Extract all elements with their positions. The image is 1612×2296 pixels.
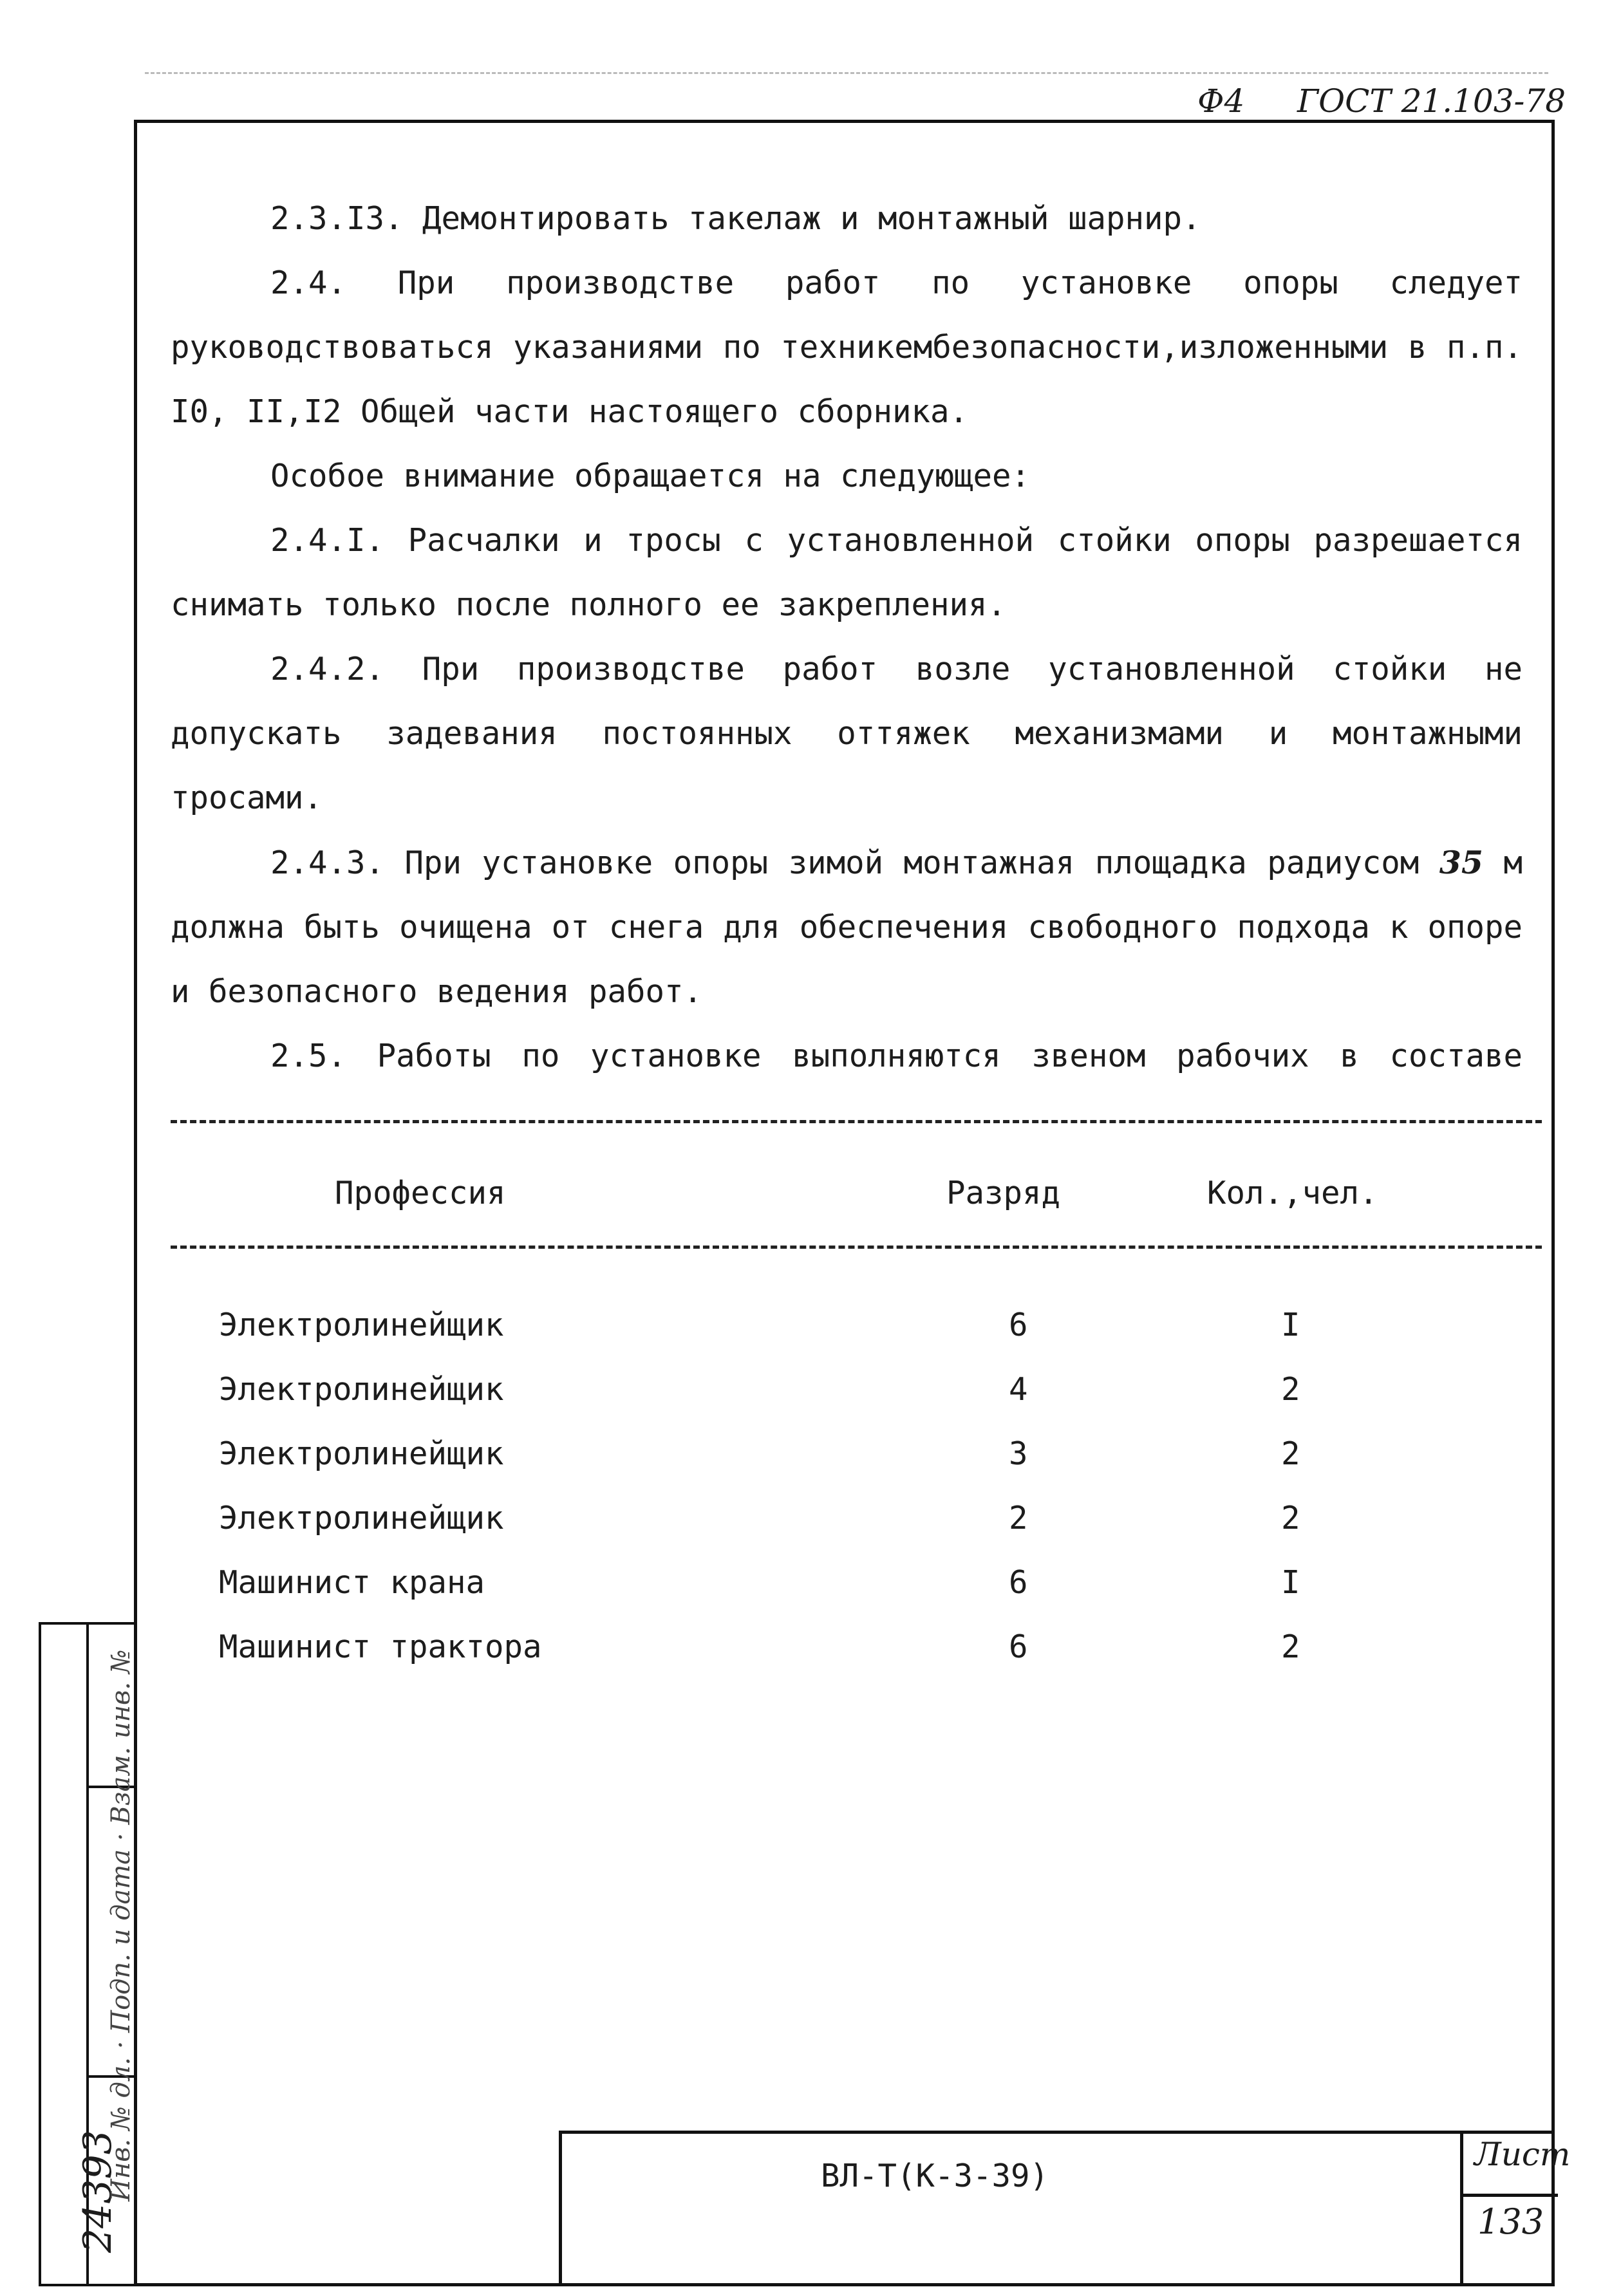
count-cell: 2 <box>1281 1435 1300 1472</box>
count-cell: 2 <box>1281 1629 1300 1665</box>
table-row <box>0 1371 1612 1435</box>
table-row <box>0 1629 1612 1693</box>
column-header-count: Кол.,чел. <box>1207 1175 1378 1211</box>
profession-cell: Электролинейщик <box>219 1307 504 1343</box>
grade-cell: 6 <box>1009 1629 1028 1665</box>
paragraph-2-4-1: 2.4.I. Расчалки и тросы с установленной стойки опоры разрешается снимать только после полного ее закрепления. <box>171 522 1523 623</box>
grade-cell: 6 <box>1009 1564 1028 1601</box>
table-row <box>0 1564 1612 1629</box>
paragraph-2-4: 2.4. При производстве работ по установке опоры следует руководствоваться указаниями по техникембезопасности,изложенными в п.п. I0, II,I2 Общей части настоящего сборника. <box>171 265 1523 430</box>
standard-code: ГОСТ 21.103-78 <box>1297 82 1566 120</box>
profession-cell: Электролинейщик <box>219 1435 504 1472</box>
sheet-cell-divider <box>1463 2194 1558 2197</box>
title-block <box>559 2131 1555 2286</box>
format-mark: Ф4 <box>1197 82 1245 120</box>
table-row <box>0 1500 1612 1564</box>
sheet-number: 133 <box>1477 2201 1544 2242</box>
grade-cell: 6 <box>1009 1307 1028 1343</box>
document-code: ВЛ-Т(К-3-39) <box>821 2158 1049 2194</box>
paragraph-2-4-3-end: м должна быть очищена от снега для обеспечения свободного подхода к опоре и безопасного ведения работ. <box>171 845 1523 1010</box>
inventory-number: 24393 <box>75 2130 120 2253</box>
radius-value: 35 <box>1439 844 1483 881</box>
table-header-rule <box>171 1246 1542 1249</box>
table-row <box>0 1307 1612 1371</box>
count-cell: 2 <box>1281 1371 1300 1408</box>
paragraph-2-4-3-start: 2.4.3. При установке опоры зимой монтажная площадка радиусом <box>270 845 1439 881</box>
grade-cell: 2 <box>1009 1500 1028 1536</box>
grade-cell: 3 <box>1009 1435 1028 1472</box>
count-cell: I <box>1281 1564 1300 1601</box>
column-header-grade: Разряд <box>946 1175 1061 1211</box>
paragraph-2-4-3 <box>171 830 1523 1024</box>
paragraph-2-3-13: 2.3.I3. Демонтировать такелаж и монтажный шарнир. <box>270 200 1201 237</box>
sheet-label: Лист <box>1474 2136 1571 2173</box>
profession-cell: Машинист трактора <box>219 1629 542 1665</box>
profession-cell: Электролинейщик <box>219 1371 504 1408</box>
sidebar-labels: Инв. № дл. · Подп. и дата · Взам. инв. № <box>106 1649 136 2201</box>
table-top-rule <box>171 1120 1542 1123</box>
body-text <box>171 187 1523 1088</box>
grade-cell: 4 <box>1009 1371 1028 1408</box>
profession-cell: Машинист крана <box>219 1564 485 1601</box>
column-header-profession: Профессия <box>335 1175 506 1211</box>
paragraph-2-5: 2.5. Работы по установке выполняются звеном рабочих в составе <box>270 1038 1523 1074</box>
paragraph-special-attention: Особое внимание обращается на следующее: <box>270 458 1031 494</box>
paragraph-2-4-2: 2.4.2. При производстве работ возле установленной стойки не допускать задевания постоянных оттяжек механизмами и монтажными тросами. <box>171 651 1523 816</box>
table-row <box>0 1435 1612 1500</box>
count-cell: 2 <box>1281 1500 1300 1536</box>
profession-cell: Электролинейщик <box>219 1500 504 1536</box>
top-cut-line <box>145 72 1548 74</box>
count-cell: I <box>1281 1307 1300 1343</box>
